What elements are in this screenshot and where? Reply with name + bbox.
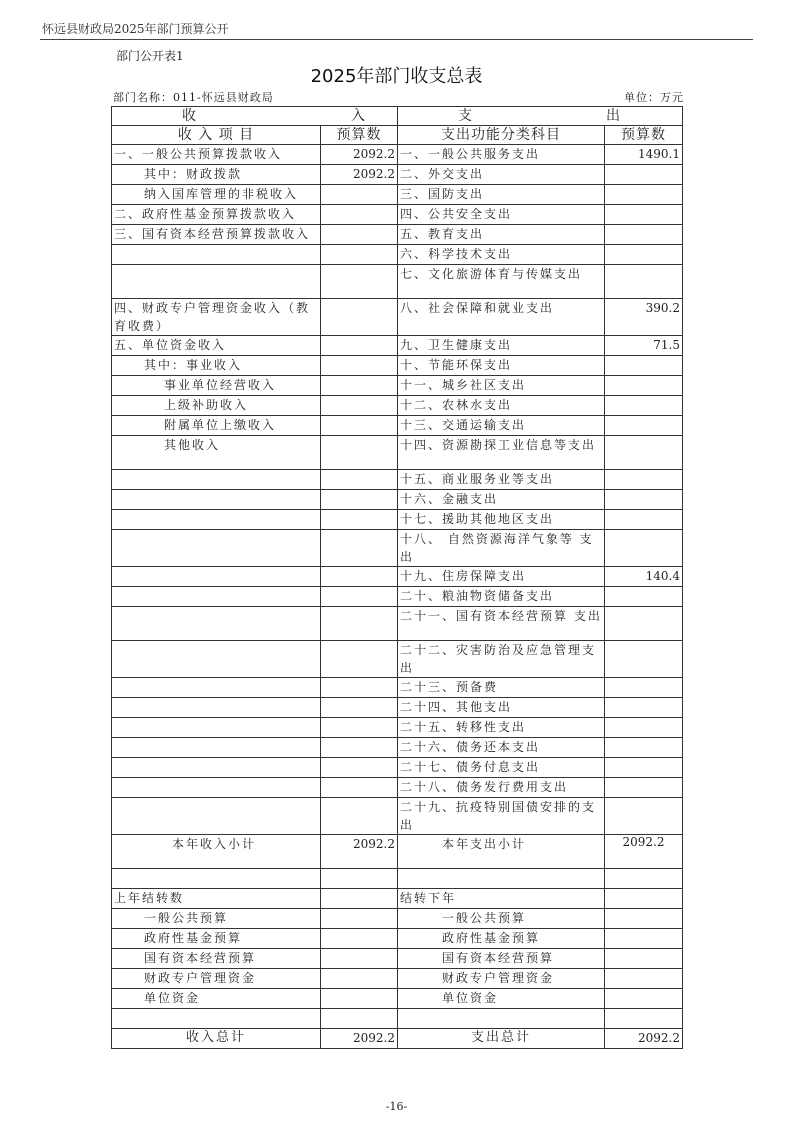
table-row xyxy=(112,567,683,587)
income-budget-header: 预算数 xyxy=(321,126,398,145)
expense-budget-cell xyxy=(605,798,683,835)
income-budget-cell xyxy=(321,185,398,205)
income-header-char-2: 入 xyxy=(351,108,367,124)
table-row xyxy=(112,587,683,607)
expense-budget-cell xyxy=(605,869,683,889)
income-item-cell xyxy=(112,718,321,738)
table-row xyxy=(112,758,683,778)
income-budget-cell xyxy=(321,949,398,969)
expense-budget-cell xyxy=(605,396,683,416)
expense-item-cell: 二十三、预备费 xyxy=(398,678,605,698)
expense-item-cell: 十五、商业服务业等支出 xyxy=(398,470,605,490)
expense-item-cell: 二十九、抗疫特别国债安排的支出 xyxy=(398,798,605,835)
income-item-cell: 四、财政专户管理资金收入（教 育收费） xyxy=(112,299,321,336)
income-item-cell: 单位资金 xyxy=(112,989,321,1009)
income-item-cell xyxy=(112,490,321,510)
income-budget-cell xyxy=(321,889,398,909)
expense-budget-cell: 2092.2 xyxy=(605,835,683,869)
income-budget-cell xyxy=(321,510,398,530)
income-item-cell: 其他收入 xyxy=(112,436,321,470)
expense-budget-cell xyxy=(605,678,683,698)
income-budget-cell xyxy=(321,969,398,989)
table-row xyxy=(112,641,683,678)
table-row xyxy=(112,490,683,510)
expense-budget-cell xyxy=(605,587,683,607)
table-row xyxy=(112,1009,683,1029)
income-item-cell: 一般公共预算 xyxy=(112,909,321,929)
expense-item-cell: 十三、交通运输支出 xyxy=(398,416,605,436)
income-budget-cell xyxy=(321,607,398,641)
income-item-cell: 三、国有资本经营预算拨款收入 xyxy=(112,225,321,245)
income-budget-cell xyxy=(321,205,398,225)
expense-budget-cell xyxy=(605,889,683,909)
page-title: 2025年部门收支总表 xyxy=(310,66,483,87)
income-budget-cell: 2092.2 xyxy=(321,835,398,869)
expense-item-cell: 国有资本经营预算 xyxy=(398,949,605,969)
income-item-cell: 二、政府性基金预算拨款收入 xyxy=(112,205,321,225)
income-budget-cell: 2092.2 xyxy=(321,1029,398,1049)
expense-budget-header: 预算数 xyxy=(605,126,683,145)
expense-budget-cell xyxy=(605,356,683,376)
income-item-cell: 事业单位经营收入 xyxy=(112,376,321,396)
income-budget-cell xyxy=(321,490,398,510)
expense-budget-cell xyxy=(605,1009,683,1029)
expense-budget-cell xyxy=(605,949,683,969)
income-budget-cell xyxy=(321,778,398,798)
income-item-cell xyxy=(112,265,321,299)
expense-budget-cell xyxy=(605,909,683,929)
income-item-cell xyxy=(112,510,321,530)
department-name: 部门名称：011-怀远县财政局 xyxy=(113,91,274,104)
expense-budget-cell xyxy=(605,225,683,245)
table-code: 部门公开表1 xyxy=(116,49,184,63)
income-item-cell: 纳入国库管理的非税收入 xyxy=(112,185,321,205)
expense-budget-cell xyxy=(605,929,683,949)
income-item-cell xyxy=(112,587,321,607)
income-item-cell xyxy=(112,778,321,798)
table-row xyxy=(112,145,683,165)
expense-budget-cell: 71.5 xyxy=(605,336,683,356)
expense-budget-cell xyxy=(605,470,683,490)
table-row xyxy=(112,225,683,245)
expense-budget-cell xyxy=(605,718,683,738)
income-budget-cell xyxy=(321,738,398,758)
income-budget-cell xyxy=(321,758,398,778)
income-budget-cell: 2092.2 xyxy=(321,165,398,185)
table-row xyxy=(112,678,683,698)
income-header-char-1: 收 xyxy=(182,108,198,124)
expense-budget-cell xyxy=(605,778,683,798)
expense-item-cell xyxy=(398,1009,605,1029)
expense-item-cell: 四、公共安全支出 xyxy=(398,205,605,225)
expense-budget-cell xyxy=(605,989,683,1009)
income-budget-cell xyxy=(321,356,398,376)
expense-budget-cell xyxy=(605,641,683,678)
income-group-header xyxy=(112,107,398,126)
table-row xyxy=(112,889,683,909)
income-budget-cell: 2092.2 xyxy=(321,145,398,165)
expense-budget-cell xyxy=(605,185,683,205)
income-budget-cell xyxy=(321,698,398,718)
income-budget-cell xyxy=(321,376,398,396)
table-row xyxy=(112,396,683,416)
income-item-cell: 一、一般公共预算拨款收入 xyxy=(112,145,321,165)
expense-item-cell: 五、教育支出 xyxy=(398,225,605,245)
income-item-cell xyxy=(112,607,321,641)
income-budget-cell xyxy=(321,436,398,470)
expense-budget-cell: 390.2 xyxy=(605,299,683,336)
table-row xyxy=(112,607,683,641)
expense-item-cell: 十八、 自然资源海洋气象等 支出 xyxy=(398,530,605,567)
expense-item-cell: 财政专户管理资金 xyxy=(398,969,605,989)
income-item-cell xyxy=(112,1009,321,1029)
income-budget-cell xyxy=(321,989,398,1009)
expense-budget-cell xyxy=(605,738,683,758)
expense-budget-cell xyxy=(605,265,683,299)
income-item-cell: 政府性基金预算 xyxy=(112,929,321,949)
table-row xyxy=(112,165,683,185)
table-row xyxy=(112,869,683,889)
expense-budget-cell: 2092.2 xyxy=(605,1029,683,1049)
expense-item-cell: 一般公共预算 xyxy=(398,909,605,929)
expense-budget-cell xyxy=(605,758,683,778)
expense-budget-cell xyxy=(605,416,683,436)
expense-item-cell: 二十八、债务发行费用支出 xyxy=(398,778,605,798)
income-item-cell xyxy=(112,641,321,678)
expense-item-cell: 支出总计 xyxy=(398,1029,605,1049)
income-budget-cell xyxy=(321,869,398,889)
table-row xyxy=(112,245,683,265)
expense-item-cell: 十七、援助其他地区支出 xyxy=(398,510,605,530)
expense-budget-cell xyxy=(605,510,683,530)
income-budget-cell xyxy=(321,396,398,416)
income-budget-cell xyxy=(321,587,398,607)
income-item-cell: 上年结转数 xyxy=(112,889,321,909)
page-number: -16- xyxy=(385,1100,408,1113)
table-row xyxy=(112,470,683,490)
table-row xyxy=(112,778,683,798)
expense-item-cell: 二十五、转移性支出 xyxy=(398,718,605,738)
table-row xyxy=(112,989,683,1009)
income-item-cell xyxy=(112,698,321,718)
income-item-cell: 国有资本经营预算 xyxy=(112,949,321,969)
header-row-1 xyxy=(112,107,683,126)
income-item-cell xyxy=(112,798,321,835)
income-budget-cell xyxy=(321,1009,398,1029)
income-item-cell: 五、单位资金收入 xyxy=(112,336,321,356)
income-budget-cell xyxy=(321,909,398,929)
expense-item-cell: 二十四、其他支出 xyxy=(398,698,605,718)
budget-summary-table xyxy=(111,106,683,1049)
table-row xyxy=(112,299,683,336)
income-budget-cell xyxy=(321,641,398,678)
expense-item-cell: 十二、农林水支出 xyxy=(398,396,605,416)
income-item-cell: 附属单位上缴收入 xyxy=(112,416,321,436)
income-budget-cell xyxy=(321,265,398,299)
income-item-cell: 本年收入小计 xyxy=(112,835,321,869)
income-budget-cell xyxy=(321,798,398,835)
expense-budget-cell: 1490.1 xyxy=(605,145,683,165)
income-item-cell xyxy=(112,567,321,587)
expense-budget-cell: 140.4 xyxy=(605,567,683,587)
income-item-cell: 上级补助收入 xyxy=(112,396,321,416)
income-item-cell xyxy=(112,738,321,758)
expense-item-cell: 十四、资源勘探工业信息等支出 xyxy=(398,436,605,470)
expense-budget-cell xyxy=(605,698,683,718)
expense-item-cell: 二十一、国有资本经营预算 支出 xyxy=(398,607,605,641)
income-item-header: 收 入 项 目 xyxy=(112,126,321,145)
expense-item-cell: 一、一般公共服务支出 xyxy=(398,145,605,165)
income-budget-cell xyxy=(321,336,398,356)
table-row xyxy=(112,929,683,949)
expense-item-cell: 二十二、灾害防治及应急管理支出 xyxy=(398,641,605,678)
table-row xyxy=(112,185,683,205)
income-item-cell: 财政专户管理资金 xyxy=(112,969,321,989)
income-budget-cell xyxy=(321,929,398,949)
table-row xyxy=(112,835,683,869)
expense-item-cell: 十、节能环保支出 xyxy=(398,356,605,376)
table-row xyxy=(112,265,683,299)
income-budget-cell xyxy=(321,416,398,436)
expense-item-cell: 九、卫生健康支出 xyxy=(398,336,605,356)
income-budget-cell xyxy=(321,245,398,265)
table-row xyxy=(112,909,683,929)
table-row xyxy=(112,416,683,436)
expense-item-cell xyxy=(398,869,605,889)
expense-item-cell: 结转下年 xyxy=(398,889,605,909)
table-row xyxy=(112,1029,683,1049)
table-row xyxy=(112,436,683,470)
table-row xyxy=(112,530,683,567)
table-row xyxy=(112,356,683,376)
header-divider xyxy=(40,39,753,40)
expense-item-cell: 二、外交支出 xyxy=(398,165,605,185)
expense-item-cell: 二十、粮油物资储备支出 xyxy=(398,587,605,607)
expense-budget-cell xyxy=(605,165,683,185)
expense-item-cell: 三、国防支出 xyxy=(398,185,605,205)
table-row xyxy=(112,949,683,969)
income-budget-cell xyxy=(321,718,398,738)
table-row xyxy=(112,205,683,225)
expense-budget-cell xyxy=(605,530,683,567)
table-row xyxy=(112,698,683,718)
expense-budget-cell xyxy=(605,376,683,396)
expense-item-header: 支出功能分类科目 xyxy=(398,126,605,145)
expense-header-char-1: 支 xyxy=(458,108,474,124)
expense-item-cell: 七、文化旅游体育与传媒支出 xyxy=(398,265,605,299)
table-row xyxy=(112,376,683,396)
income-budget-cell xyxy=(321,470,398,490)
income-item-cell: 其中：事业收入 xyxy=(112,356,321,376)
table-row xyxy=(112,738,683,758)
income-budget-cell xyxy=(321,299,398,336)
income-item-cell xyxy=(112,245,321,265)
table-row xyxy=(112,336,683,356)
document-header: 怀远县财政局2025年部门预算公开 xyxy=(42,22,229,36)
income-item-cell xyxy=(112,869,321,889)
income-item-cell xyxy=(112,470,321,490)
expense-budget-cell xyxy=(605,607,683,641)
expense-item-cell: 八、社会保障和就业支出 xyxy=(398,299,605,336)
expense-budget-cell xyxy=(605,490,683,510)
expense-item-cell: 政府性基金预算 xyxy=(398,929,605,949)
income-item-cell xyxy=(112,678,321,698)
expense-group-header xyxy=(398,107,683,126)
expense-budget-cell xyxy=(605,969,683,989)
income-budget-cell xyxy=(321,567,398,587)
table-row xyxy=(112,798,683,835)
expense-item-cell: 十一、城乡社区支出 xyxy=(398,376,605,396)
income-budget-cell xyxy=(321,678,398,698)
income-item-cell: 收入总计 xyxy=(112,1029,321,1049)
income-item-cell xyxy=(112,530,321,567)
header-row-2 xyxy=(112,126,683,145)
expense-item-cell: 二十七、债务付息支出 xyxy=(398,758,605,778)
expense-budget-cell xyxy=(605,436,683,470)
income-item-cell xyxy=(112,758,321,778)
expense-item-cell: 十六、金融支出 xyxy=(398,490,605,510)
income-item-cell: 其中：财政拨款 xyxy=(112,165,321,185)
expense-item-cell: 本年支出小计 xyxy=(398,835,605,869)
income-budget-cell xyxy=(321,225,398,245)
expense-item-cell: 单位资金 xyxy=(398,989,605,1009)
expense-header-char-2: 出 xyxy=(606,108,622,124)
expense-item-cell: 二十六、债务还本支出 xyxy=(398,738,605,758)
expense-budget-cell xyxy=(605,205,683,225)
expense-budget-cell xyxy=(605,245,683,265)
unit-label: 单位：万元 xyxy=(624,91,684,104)
table-row xyxy=(112,510,683,530)
expense-item-cell: 十九、住房保障支出 xyxy=(398,567,605,587)
income-budget-cell xyxy=(321,530,398,567)
table-row xyxy=(112,718,683,738)
table-row xyxy=(112,969,683,989)
expense-item-cell: 六、科学技术支出 xyxy=(398,245,605,265)
